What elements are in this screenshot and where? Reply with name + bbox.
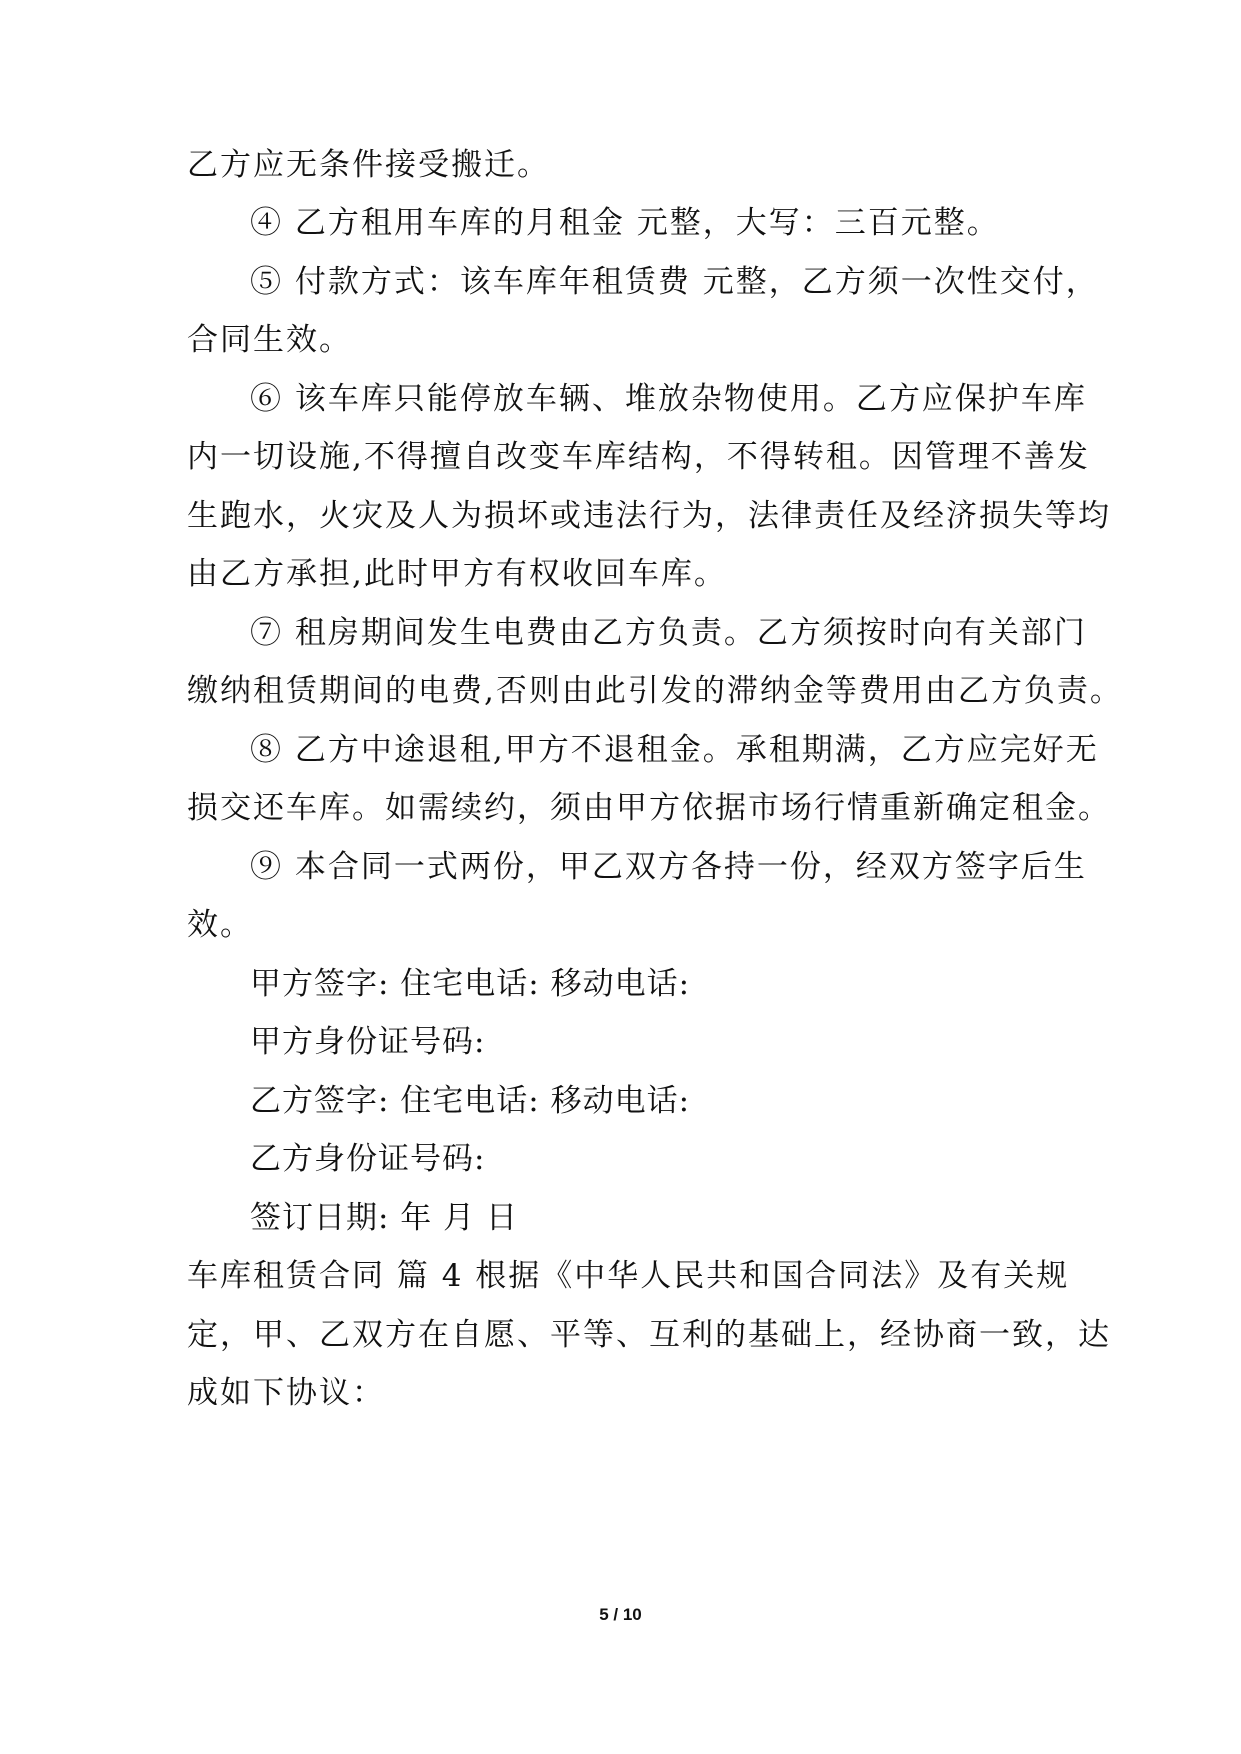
clause-4: ④ 乙方租用车库的月租金 元整，大写：三百元整。 [250,205,1000,241]
clause-8: ⑧ 乙方中途退租,甲方不退租金。承租期满，乙方应完好无 [250,732,1099,768]
party-a-signature-line: 甲方签字: 住宅电话: 移动电话: [250,966,691,1002]
signing-date-line: 签订日期: 年 月 日 [250,1200,519,1236]
text-line: 乙方应无条件接受搬迁。 [187,147,550,183]
section-heading-line: 车库租赁合同 篇 4 根据《中华人民共和国合同法》及有关规 [187,1258,1070,1294]
text-line: 由乙方承担,此时甲方有权收回车库。 [187,556,727,592]
text-line: 生跑水，火灾及人为损坏或违法行为，法律责任及经济损失等均 [187,498,1111,534]
text-line: 成如下协议： [187,1375,385,1411]
party-b-signature-line: 乙方签字: 住宅电话: 移动电话: [250,1083,691,1119]
text-line: 缴纳租赁期间的电费,否则由此引发的滞纳金等费用由乙方负责。 [187,673,1123,709]
clause-7: ⑦ 租房期间发生电费由乙方负责。乙方须按时向有关部门 [250,615,1087,651]
clause-9: ⑨ 本合同一式两份，甲乙双方各持一份，经双方签字后生 [250,849,1087,885]
party-a-id-line: 甲方身份证号码: [250,1024,486,1060]
page-number: 5 / 10 [599,1605,642,1624]
party-b-id-line: 乙方身份证号码: [250,1141,486,1177]
text-line: 效。 [187,907,253,943]
text-line: 损交还车库。如需续约，须由甲方依据市场行情重新确定租金。 [187,790,1111,826]
text-line: 合同生效。 [187,322,352,358]
text-line: 定，甲、乙双方在自愿、平等、互利的基础上，经协商一致，达 [187,1317,1111,1353]
text-line: 内一切设施,不得擅自改变车库结构，不得转租。因管理不善发 [187,439,1090,475]
clause-6: ⑥ 该车库只能停放车辆、堆放杂物使用。乙方应保护车库 [250,381,1087,417]
clause-5: ⑤ 付款方式：该车库年租赁费 元整，乙方须一次性交付， [250,264,1099,300]
